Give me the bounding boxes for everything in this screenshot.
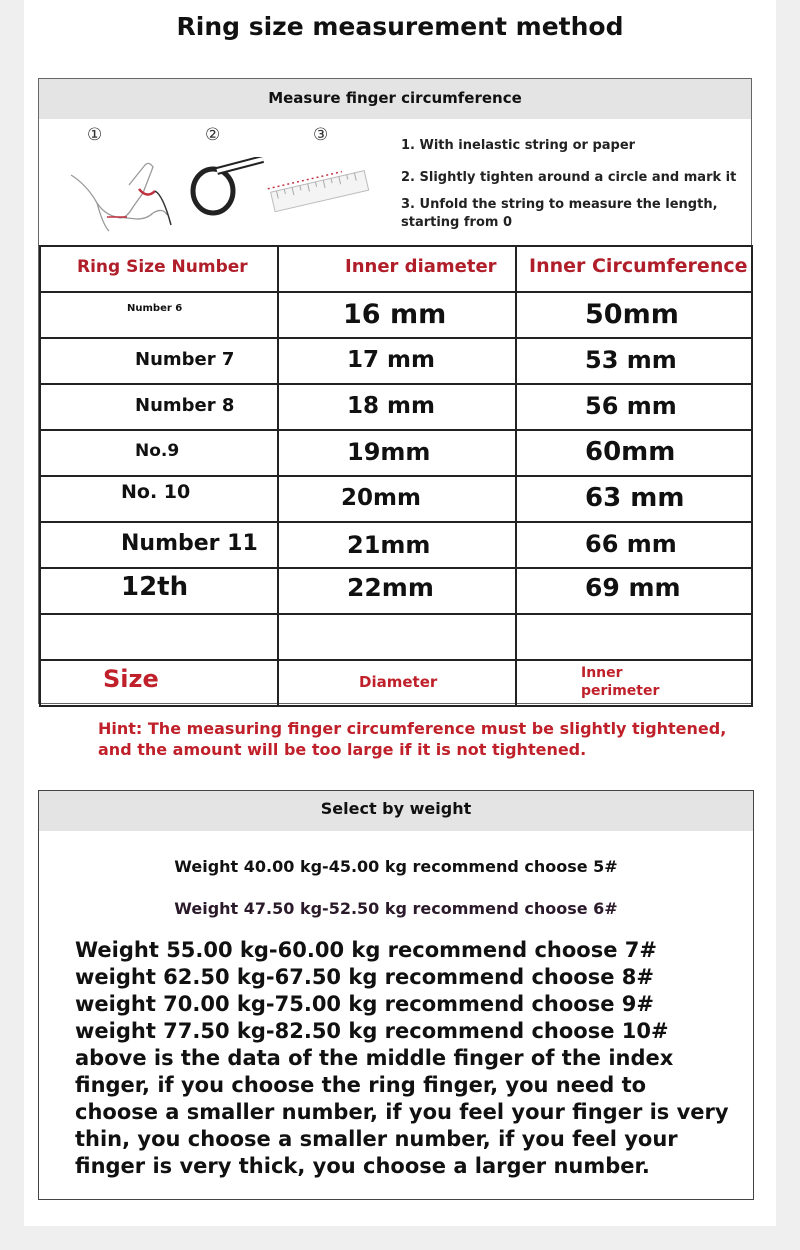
- circumference-value: 60mm: [585, 437, 676, 467]
- step-number-3: ③: [313, 125, 329, 145]
- diameter-value: 18 mm: [347, 393, 435, 419]
- diameter-value: 20mm: [341, 485, 421, 511]
- size-label: Number 6: [127, 303, 183, 314]
- header-ring-size: Ring Size Number: [40, 246, 278, 292]
- size-label: No.9: [135, 441, 180, 461]
- diameter-value: 16 mm: [343, 299, 447, 330]
- circumference-value: 56 mm: [585, 392, 677, 420]
- size-label: Number 8: [135, 395, 235, 416]
- footer-inner-perimeter: Inner perimeter: [581, 665, 660, 699]
- size-label: Number 7: [135, 349, 235, 370]
- diameter-value: 21mm: [347, 531, 431, 559]
- page-title: Ring size measurement method: [176, 12, 624, 41]
- circumference-value: 66 mm: [585, 530, 677, 558]
- illustration-area: [39, 119, 751, 245]
- step-1-text: 1. With inelastic string or paper: [401, 138, 636, 153]
- step-number-2: ②: [205, 125, 221, 145]
- circumference-value: 53 mm: [585, 346, 677, 374]
- size-table: [39, 245, 753, 707]
- measure-heading: Measure finger circumference: [39, 79, 751, 119]
- table-row: [40, 522, 752, 568]
- table-row: [40, 430, 752, 476]
- footer-size: Size: [103, 665, 159, 693]
- header-inner-circumference: Inner Circumference: [516, 246, 752, 292]
- circumference-value: 69 mm: [585, 573, 681, 602]
- step-number-1: ①: [87, 125, 103, 145]
- table-footer-row: [40, 660, 752, 706]
- table-empty-row: [40, 614, 752, 660]
- diameter-value: 19mm: [347, 438, 431, 466]
- weight-paragraph: Weight 55.00 kg-60.00 kg recommend choose 7# weight 62.50 kg-67.50 kg recommend choose 8# weight 70.00 kg-75.00 kg recommend choose 9# weight 77.50 kg-82.50 kg recommend choose 10# above is the data of the middle finger of the index finger, if you choose the ring finger, you need to choose a smaller number, if you feel your finger is very thin, you choose a smaller number, if you feel your finger is very thick, you choose a larger number.: [75, 938, 729, 1178]
- measure-section: [38, 78, 752, 704]
- diameter-value: 22mm: [347, 573, 434, 602]
- table-row: [40, 384, 752, 430]
- circumference-value: 63 mm: [585, 483, 685, 513]
- string-loop-icon: [187, 157, 277, 223]
- circumference-value: 50mm: [585, 299, 679, 330]
- step-3-text: 3. Unfold the string to measure the length, starting from 0: [401, 197, 718, 230]
- table-row: [40, 476, 752, 522]
- size-label: No. 10: [121, 481, 191, 503]
- table-row: [40, 568, 752, 614]
- size-label: Number 11: [121, 531, 258, 556]
- footer-diameter: Diameter: [359, 673, 438, 691]
- weight-line-1: Weight 40.00 kg-45.00 kg recommend choose 5#: [174, 857, 618, 876]
- hint-text: Hint: The measuring finger circumference must be slightly tightened, and the amount will be too large if it is not tightened.: [98, 719, 727, 759]
- table-header-row: [40, 246, 752, 292]
- size-label: 12th: [121, 572, 189, 602]
- step-2-text: 2. Slightly tighten around a circle and mark it: [401, 170, 737, 185]
- table-row: [40, 338, 752, 384]
- weight-section: [38, 790, 754, 1200]
- weight-heading: Select by weight: [39, 791, 753, 831]
- header-inner-diameter: Inner diameter: [278, 246, 516, 292]
- diameter-value: 17 mm: [347, 347, 435, 373]
- ruler-icon: [267, 155, 375, 239]
- weight-line-2: Weight 47.50 kg-52.50 kg recommend choose 6#: [174, 899, 618, 918]
- table-row: [40, 292, 752, 338]
- hand-string-icon: [67, 145, 177, 235]
